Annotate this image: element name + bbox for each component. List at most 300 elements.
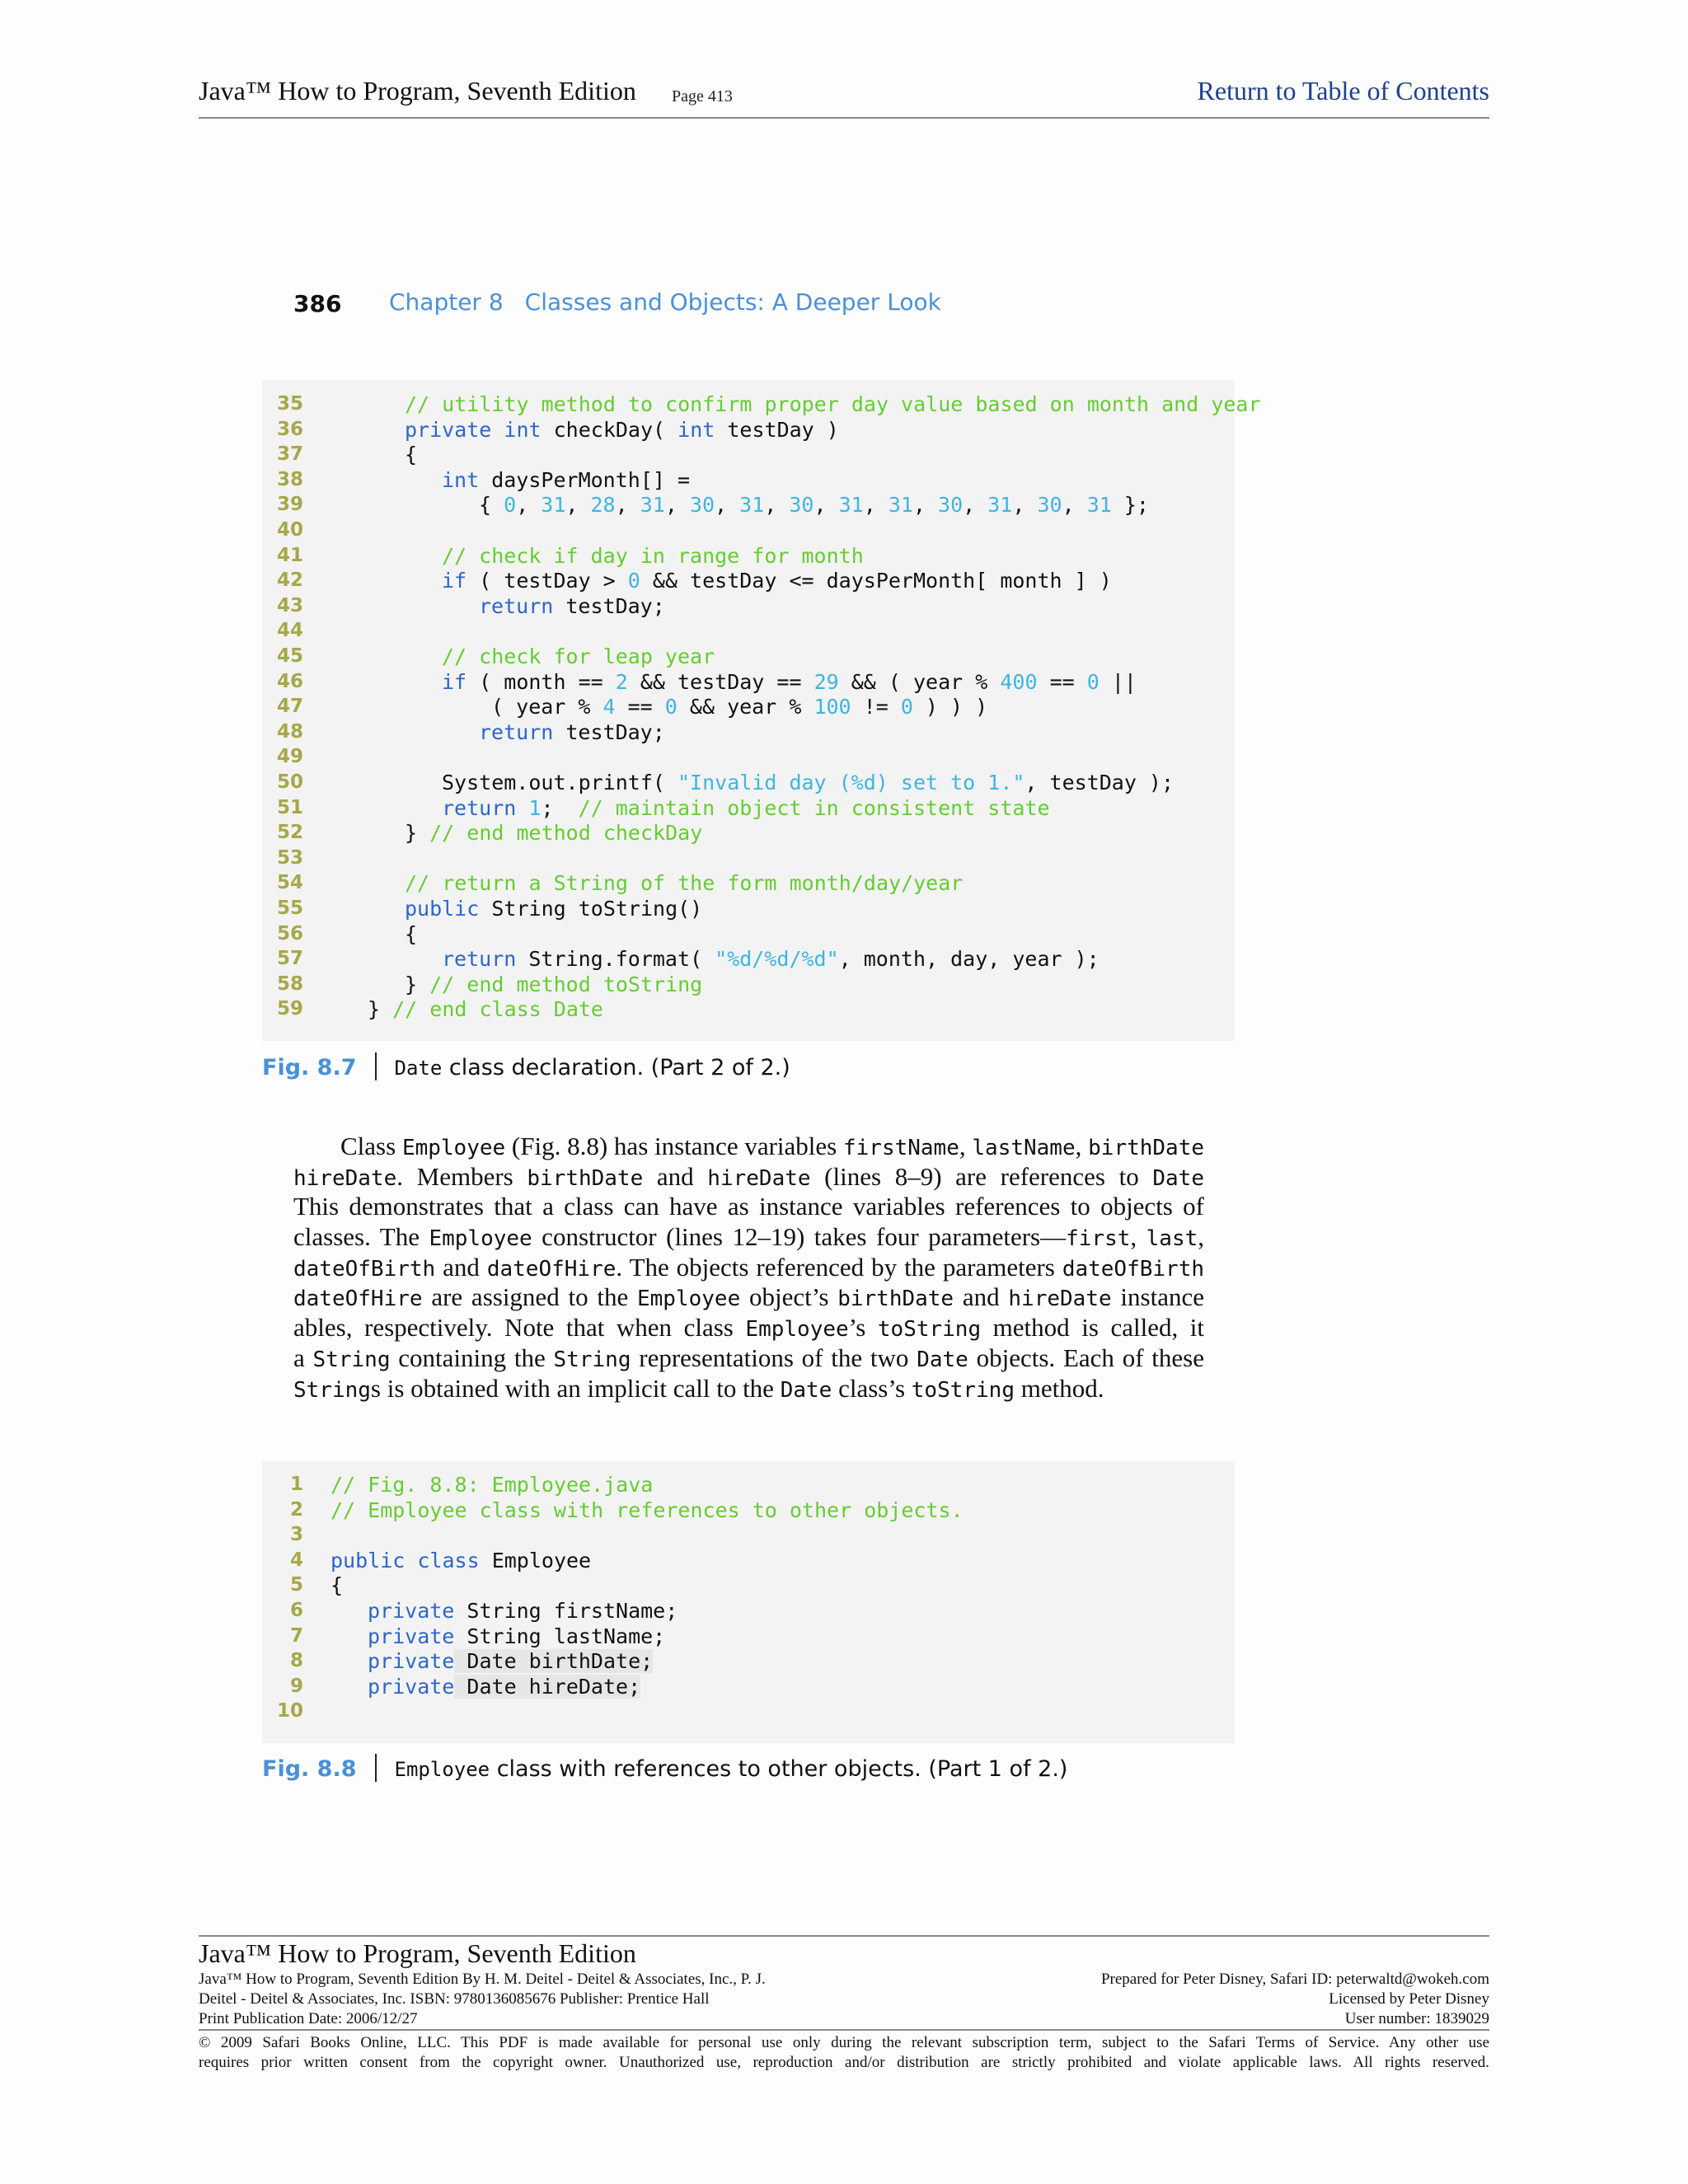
line-number: 47 (276, 696, 303, 718)
code-text (442, 568, 1112, 593)
copyright-line: © 2009 Safari Books Online, LLC. This PDF is made available for personal use only during the relevant subscription term, subject to the Safari Terms of Service. Any other use (199, 2034, 1489, 2051)
code-line (262, 1674, 1235, 1699)
code-line (262, 694, 1235, 719)
copyright-notice (199, 2033, 1489, 2073)
code-token: || (1099, 669, 1137, 694)
code-text (368, 1598, 678, 1624)
code-line (262, 946, 1235, 972)
code-line (262, 744, 1235, 770)
code-token: private (405, 417, 492, 442)
code-token: System.out.printf( (442, 771, 678, 794)
code-token: , month, day, year ); (838, 947, 1100, 972)
code-token: , (963, 493, 988, 518)
code-token: 0 (664, 695, 678, 719)
code-token: } (368, 997, 393, 1022)
code-token: 0 (504, 493, 517, 518)
paragraph-text: classes. The (293, 1222, 429, 1252)
footer-info-line: Print Publication Date: 2006/12/27 (199, 2010, 418, 2027)
code-text (331, 1572, 343, 1598)
footer-info-line: Deitel - Deitel & Associates, Inc. ISBN: 9780136085676 Publisher: Prentice Hall (199, 1990, 710, 2008)
code-token: // Fig. 8.8: Employee.java (331, 1473, 654, 1497)
code-token: 31 (541, 493, 566, 518)
table-of-contents-link[interactable]: Return to Table of Contents (1197, 76, 1489, 105)
code-line (262, 1598, 1235, 1624)
code-token: // end method checkDay (429, 821, 703, 846)
body-paragraph (293, 1132, 1204, 1404)
code-text (331, 1472, 653, 1497)
line-number: 6 (289, 1600, 303, 1621)
code-token: , (516, 493, 542, 518)
code-token: 30 (689, 493, 715, 518)
code-token: String lastName; (454, 1624, 666, 1648)
code-token: "Invalid day (%d) set to 1." (677, 771, 1025, 794)
code-listing-employee (262, 1461, 1235, 1743)
inline-code: String (553, 1347, 631, 1372)
code-text (442, 467, 690, 493)
figure-caption-8-8 (262, 1754, 1067, 1782)
paragraph-line (293, 1222, 1204, 1253)
paragraph-text: a (293, 1343, 313, 1372)
paragraph-text: , (959, 1132, 973, 1160)
line-number: 53 (276, 846, 303, 869)
code-token: 28 (590, 493, 616, 518)
chapter-label: Chapter 8 (389, 288, 504, 316)
inline-code: Employee (401, 1136, 506, 1160)
code-line (262, 568, 1235, 593)
running-header (199, 76, 1489, 119)
line-number: 49 (276, 746, 303, 768)
code-text (405, 972, 702, 997)
code-line (262, 719, 1235, 745)
paragraph-text: (lines 8–9) are references to (810, 1161, 1153, 1191)
code-token: == (615, 695, 665, 719)
line-number: 38 (276, 468, 303, 490)
code-token: , (1012, 493, 1038, 518)
code-token: // check if day in range for month (442, 543, 864, 568)
line-number: 36 (276, 418, 303, 440)
code-token: , (814, 493, 839, 518)
paragraph-line (293, 1253, 1204, 1283)
code-token: 0 (627, 569, 640, 593)
figure-number: Fig. 8.7 (262, 1055, 357, 1080)
code-token: return (479, 719, 554, 744)
code-line (262, 492, 1235, 518)
paragraph-text: This demonstrates that a class can have as instance variables references to objects of (293, 1192, 1204, 1221)
code-text (479, 593, 665, 619)
code-token: , (912, 493, 939, 518)
line-number: 54 (276, 872, 303, 894)
inline-code: Employee (429, 1226, 532, 1252)
code-text (368, 1624, 665, 1649)
line-number: 35 (276, 393, 303, 415)
code-line (262, 1522, 1235, 1548)
code-text (442, 644, 715, 669)
code-token: ( testDay > (467, 569, 628, 593)
code-token: daysPerMonth[] = (479, 467, 691, 492)
inline-code: birthDate (527, 1165, 644, 1191)
code-token (405, 1549, 417, 1572)
code-token: 29 (814, 669, 839, 694)
book-page-number: 386 (293, 290, 342, 317)
paragraph-text: . Members (396, 1161, 528, 1191)
code-token: == (1037, 669, 1087, 694)
line-number: 10 (276, 1700, 303, 1722)
code-listing-date (262, 380, 1261, 1041)
code-line (262, 518, 1235, 543)
code-token: 2 (615, 669, 628, 694)
code-line (262, 1699, 1235, 1724)
line-number: 52 (276, 822, 303, 844)
caption-code: Date (394, 1057, 443, 1080)
paragraph-text: are assigned to the (422, 1282, 637, 1312)
code-token: testDay ) (715, 417, 839, 442)
line-number: 42 (276, 569, 303, 592)
page-indicator: Page 413 (672, 87, 733, 105)
code-line (262, 1624, 1235, 1649)
paragraph-text: constructor (lines 12–19) takes four parameters— (532, 1222, 1067, 1252)
line-number: 8 (289, 1650, 303, 1672)
code-token: if (442, 669, 467, 694)
line-number: 1 (289, 1474, 303, 1495)
code-text (405, 442, 417, 467)
paragraph-text: and (435, 1252, 487, 1282)
code-token: }; (1111, 493, 1149, 518)
code-token: } (405, 972, 430, 996)
code-line (262, 820, 1235, 846)
code-line (262, 1497, 1235, 1523)
footer-license-info (1101, 1970, 1489, 2029)
code-token: int (504, 417, 542, 442)
code-line (262, 896, 1235, 921)
book-title: Java™ How to Program, Seventh Edition (199, 76, 636, 105)
code-token: private (368, 1599, 455, 1623)
inline-code: dateOfBirth (1062, 1256, 1204, 1282)
code-line (262, 417, 1235, 443)
inline-code: birthDate (1088, 1136, 1204, 1160)
code-token: , (863, 493, 889, 518)
code-token: 31 (987, 493, 1013, 518)
paragraph-text: , (1198, 1222, 1204, 1252)
paragraph-line (293, 1313, 1204, 1343)
code-line (262, 442, 1235, 467)
code-token (491, 418, 504, 442)
code-line (262, 467, 1235, 493)
paragraph-text: class’s (832, 1373, 912, 1403)
code-token: , (615, 493, 640, 518)
inline-code: dateOfBirth (293, 1256, 436, 1282)
inline-code: hireDate (707, 1165, 811, 1191)
code-token: testDay; (553, 719, 665, 744)
footer-info-line: Java™ How to Program, Seventh Edition By H. M. Deitel - Deitel & Associates, Inc., P. J. (199, 1971, 766, 1988)
code-line (262, 618, 1235, 644)
code-token: class (417, 1548, 480, 1572)
caption-text: class with references to other objects. (Part 1 of 2.) (490, 1756, 1068, 1782)
code-token: int (678, 417, 715, 442)
inline-code: Employee (637, 1286, 741, 1312)
line-number: 44 (276, 620, 303, 642)
line-number: 48 (276, 720, 303, 743)
paragraph-text: method is called, it (992, 1313, 1204, 1343)
code-token: 30 (789, 493, 814, 518)
code-line (262, 921, 1235, 947)
code-token: , (664, 493, 690, 518)
code-token: 0 (1086, 669, 1100, 694)
code-token: String.format( (516, 947, 715, 972)
line-number: 58 (276, 972, 303, 995)
code-token: // check for leap year (442, 644, 715, 668)
code-text (368, 1674, 640, 1699)
footer-license-line: Licensed by Peter Disney (1329, 1990, 1489, 2008)
footer-book-info (199, 1970, 766, 2029)
chapter-title: Classes and Objects: A Deeper Look (524, 288, 941, 316)
code-token: , testDay ); (1025, 771, 1175, 794)
code-token: , (715, 493, 740, 518)
code-token: && ( year % (838, 669, 1001, 694)
paragraph-line (293, 1282, 1204, 1313)
code-text (331, 1497, 964, 1523)
caption-code: Employee (394, 1758, 490, 1781)
code-text (368, 996, 603, 1022)
paragraph-text: , (1130, 1222, 1146, 1252)
code-text (405, 921, 417, 947)
line-number: 43 (276, 594, 303, 616)
paragraph-text: instance (1120, 1282, 1204, 1312)
footer-license-line: Prepared for Peter Disney, Safari ID: peterwaltd@wokeh.com (1100, 1971, 1489, 1988)
inline-code: Date (1152, 1165, 1204, 1191)
code-token: && testDay == (627, 669, 814, 694)
line-number: 57 (276, 948, 303, 970)
code-text (442, 543, 864, 569)
code-text (405, 870, 963, 896)
code-token: 31 (888, 493, 913, 518)
chapter-heading (389, 288, 941, 316)
footer-divider (199, 2029, 1489, 2031)
code-token: String toString() (479, 897, 703, 921)
line-number: 40 (276, 519, 303, 541)
code-text (405, 391, 1261, 417)
code-line (262, 795, 1235, 821)
code-text (368, 1648, 653, 1674)
code-token: 30 (1037, 493, 1062, 518)
inline-code: hireDate (1008, 1286, 1112, 1312)
code-text (442, 669, 1137, 695)
code-text (405, 417, 839, 443)
paragraph-line (293, 1162, 1204, 1193)
line-number: 59 (276, 998, 303, 1020)
code-line (262, 770, 1235, 795)
code-line (262, 1548, 1235, 1573)
code-token: testDay; (553, 593, 665, 618)
inline-code: Date (917, 1347, 968, 1372)
code-token: // utility method to confirm proper day value based on month and year (405, 392, 1261, 416)
code-token: return (442, 795, 517, 820)
caption-text: class declaration. (Part 2 of 2.) (442, 1055, 790, 1080)
page-footer (199, 1935, 1489, 2071)
code-token: // Employee class with references to other objects. (331, 1497, 964, 1522)
caption-divider (375, 1052, 377, 1080)
code-token: "%d/%d/%d" (715, 947, 839, 972)
code-line (262, 846, 1235, 871)
caption-divider (375, 1754, 377, 1782)
code-line (262, 996, 1235, 1022)
code-token: 4 (603, 695, 616, 719)
code-line (262, 1572, 1235, 1598)
line-number: 4 (289, 1549, 303, 1571)
paragraph-line (293, 1343, 1204, 1374)
paragraph-text: s is obtained with an implicit call to the (370, 1373, 781, 1403)
line-number: 9 (289, 1675, 303, 1697)
inline-code: lastName (972, 1136, 1076, 1160)
code-text (442, 795, 1050, 821)
code-token: { (405, 921, 418, 946)
code-line (262, 972, 1235, 997)
code-line (262, 543, 1235, 569)
line-number: 37 (276, 443, 303, 466)
inline-code: String (293, 1377, 371, 1403)
paragraph-text: . The objects referenced by the parameters (616, 1252, 1062, 1282)
code-token: // end class Date (392, 997, 603, 1022)
line-number: 7 (289, 1624, 303, 1647)
code-line (262, 870, 1235, 896)
code-token: Date birthDate; (454, 1649, 654, 1674)
code-text (405, 896, 702, 921)
code-token: ( year % (479, 695, 603, 719)
code-line (262, 1648, 1235, 1674)
code-token: 31 (739, 493, 765, 518)
code-text (442, 770, 1174, 795)
code-token: } (405, 821, 430, 846)
paragraph-text: method. (1015, 1373, 1104, 1403)
code-token: public (331, 1548, 406, 1572)
inline-code: toString (877, 1317, 982, 1343)
code-line (262, 669, 1235, 695)
code-text (442, 946, 1100, 972)
code-token: Date hireDate; (454, 1674, 641, 1699)
code-token: private (368, 1649, 455, 1674)
code-token: checkDay( (541, 417, 678, 442)
code-token: // end method toString (429, 972, 703, 996)
code-line (262, 644, 1235, 669)
code-token: ( month == (467, 669, 616, 694)
code-text (479, 694, 987, 719)
code-line (262, 1472, 1235, 1497)
paragraph-text: Class (340, 1132, 402, 1160)
line-number: 50 (276, 771, 303, 793)
inline-code: hireDate (293, 1165, 397, 1191)
code-token: , (565, 493, 591, 518)
code-token: && testDay <= daysPerMonth[ month ] ) (640, 569, 1112, 593)
code-token: public (405, 897, 480, 921)
inline-code: dateOfHire (293, 1286, 423, 1312)
line-number: 2 (289, 1498, 303, 1521)
code-token: 100 (814, 695, 851, 719)
paragraph-text: (Fig. 8.8) has instance variables (505, 1132, 843, 1160)
inline-code: first (1066, 1226, 1131, 1252)
inline-code: Employee (745, 1317, 849, 1343)
code-line (262, 391, 1261, 417)
code-token: 1 (528, 795, 542, 820)
inline-code: String (312, 1347, 391, 1372)
code-token: , (1062, 493, 1087, 518)
paragraph-text: representations of the two (631, 1343, 917, 1372)
inline-code: dateOfHire (486, 1256, 617, 1282)
footer-title: Java™ How to Program, Seventh Edition (199, 1938, 636, 1968)
footer-license-line: User number: 1839029 (1344, 2010, 1489, 2027)
code-text (479, 492, 1149, 518)
paragraph-line (293, 1374, 1204, 1404)
code-token: Employee (479, 1548, 592, 1572)
paragraph-text: ’s (848, 1313, 878, 1343)
code-text (479, 719, 665, 745)
code-token: && year % (677, 695, 814, 719)
code-token: 31 (838, 493, 864, 518)
code-token: 400 (1000, 669, 1038, 694)
code-token: private (368, 1624, 455, 1648)
code-token: // return a String of the form month/day/year (405, 871, 964, 896)
inline-code: last (1146, 1226, 1198, 1252)
code-token: { (331, 1573, 344, 1598)
paragraph-text: objects. Each of these (968, 1343, 1204, 1372)
line-number: 51 (276, 796, 303, 818)
code-line (262, 593, 1235, 619)
code-token: int (442, 467, 480, 492)
code-token: != (851, 695, 901, 719)
paragraph-text: and (643, 1161, 708, 1191)
inline-code: Date (780, 1377, 832, 1403)
line-number: 46 (276, 670, 303, 692)
line-number: 55 (276, 898, 303, 919)
code-text (405, 820, 702, 846)
code-token: { (479, 493, 504, 518)
code-token: if (442, 569, 467, 593)
code-token: 0 (900, 695, 913, 719)
line-number: 56 (276, 922, 303, 944)
paragraph-text: ables, respectively. Note that when class (293, 1313, 746, 1343)
code-text (331, 1548, 591, 1573)
code-token: 30 (938, 493, 964, 518)
paragraph-text: containing the (390, 1343, 554, 1372)
inline-code: firstName (842, 1136, 959, 1160)
code-token: , (764, 493, 790, 518)
line-number: 41 (276, 544, 303, 566)
paragraph-line (293, 1132, 1204, 1162)
code-token (516, 796, 528, 820)
figure-number: Fig. 8.8 (262, 1756, 357, 1782)
code-token: private (368, 1674, 455, 1699)
paragraph-line (293, 1192, 1204, 1222)
line-number: 39 (276, 494, 303, 516)
code-token: return (442, 947, 517, 972)
paragraph-text: , (1075, 1132, 1089, 1160)
copyright-line: requires prior written consent from the copyright owner. Unauthorized use, reproduction and/or distribution are strictly prohibited and violate applicable laws. All rights reserved. (199, 2054, 1489, 2071)
paragraph-text: and (954, 1282, 1009, 1312)
line-number: 5 (289, 1574, 303, 1596)
figure-caption-8-7 (262, 1052, 790, 1080)
code-token: // maintain object in consistent state (578, 795, 1050, 820)
inline-code: toString (911, 1377, 1015, 1403)
code-token: { (405, 443, 418, 467)
line-number: 3 (289, 1524, 303, 1546)
code-token: ; (541, 795, 579, 820)
code-token: 31 (640, 493, 665, 518)
code-token: 31 (1086, 493, 1112, 518)
code-token: ) ) ) (912, 695, 988, 719)
paragraph-text: object’s (740, 1282, 838, 1312)
inline-code: birthDate (837, 1286, 954, 1312)
line-number: 45 (276, 645, 303, 667)
code-token: String firstName; (454, 1599, 678, 1623)
code-token: return (479, 593, 554, 618)
